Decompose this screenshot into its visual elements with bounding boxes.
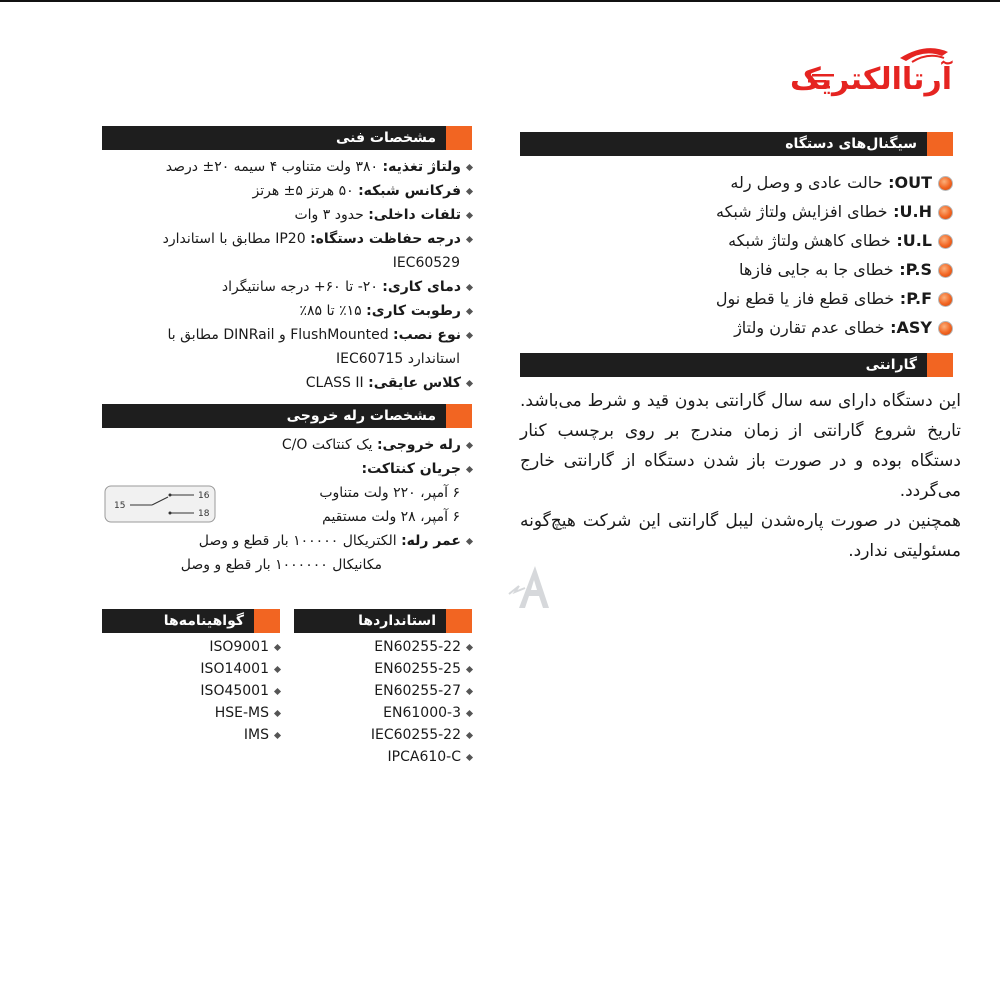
- spec-item: تلفات داخلی: حدود ۳ وات: [100, 203, 472, 227]
- certificates-list: [102, 636, 280, 746]
- standard-item: EN61000-3: [294, 702, 472, 724]
- warranty-text: [520, 386, 961, 566]
- diamond-bullet-icon: [466, 731, 473, 738]
- signal-item-asy: ASY: خطای عدم تقارن ولتاژ: [520, 313, 953, 342]
- relay-life: عمر رله: الکتریکال ۱۰۰۰۰۰ بار قطع و وصل: [100, 529, 472, 553]
- accent-square: [254, 609, 280, 633]
- signals-title: سیگنال‌های دستگاه: [785, 136, 917, 152]
- accent-square: [927, 353, 953, 377]
- watermark-logo-icon: [505, 560, 561, 616]
- spec-item-continuation: IEC60529: [392, 255, 460, 271]
- brand-logo: [790, 40, 958, 102]
- diamond-bullet-icon: [466, 211, 473, 218]
- standards-header: [294, 609, 472, 633]
- diamond-bullet-icon: [466, 687, 473, 694]
- diamond-bullet-icon: [466, 537, 473, 544]
- orange-dot-icon: [938, 321, 953, 336]
- standards-title: استانداردها: [358, 613, 436, 629]
- diamond-bullet-icon: [274, 709, 281, 716]
- spec-item-continuation: استاندارد IEC60715: [336, 351, 460, 367]
- signal-desc: خطای قطع فاز یا قطع نول: [715, 289, 895, 308]
- accent-square: [446, 404, 472, 428]
- logo-wordmark: آرتاالکتریک: [790, 62, 952, 97]
- standard-item: EN60255-25: [294, 658, 472, 680]
- orange-dot-icon: [938, 234, 953, 249]
- certificates-header: [102, 609, 280, 633]
- signal-item-ul: U.L: خطای کاهش ولتاژ شبکه: [520, 226, 953, 255]
- certificate-item: IMS: [102, 724, 280, 746]
- orange-dot-icon: [938, 176, 953, 191]
- warranty-paragraph: همچنین در صورت پاره‌شدن لیبل گارانتی این شرکت هیچ‌گونه مسئولیتی ندارد.: [520, 511, 961, 561]
- certificate-item: ISO45001: [102, 680, 280, 702]
- standard-item: IEC60255-22: [294, 724, 472, 746]
- signal-desc: خطای عدم تقارن ولتاژ: [734, 318, 885, 337]
- signals-header: [520, 132, 953, 156]
- signal-item-ps: P.S: خطای جا به جایی فازها: [520, 255, 953, 284]
- signal-desc: خطای جا به جایی فازها: [738, 260, 894, 279]
- diamond-bullet-icon: [466, 709, 473, 716]
- orange-dot-icon: [938, 205, 953, 220]
- signals-list: [520, 168, 953, 342]
- signal-code: P.S: [905, 260, 932, 279]
- orange-dot-icon: [938, 263, 953, 278]
- signal-item-uh: U.H: خطای افزایش ولتاژ شبکه: [520, 197, 953, 226]
- signal-code: ASY: [896, 318, 932, 337]
- specs-header: [102, 126, 472, 150]
- signal-item-out: OUT: حالت عادی و وصل رله: [520, 168, 953, 197]
- diamond-bullet-icon: [274, 665, 281, 672]
- diamond-bullet-icon: [274, 731, 281, 738]
- diamond-bullet-icon: [466, 643, 473, 650]
- diamond-bullet-icon: [466, 163, 473, 170]
- orange-dot-icon: [938, 292, 953, 307]
- signal-item-pf: P.F: خطای قطع فاز یا قطع نول: [520, 284, 953, 313]
- diamond-bullet-icon: [274, 643, 281, 650]
- diamond-bullet-icon: [274, 687, 281, 694]
- spec-item: ولتاژ تغذیه: ۳۸۰ ولت متناوب ۴ سیمه ۲۰± درصد: [100, 155, 472, 179]
- relay-current: جریان کنتاکت:: [100, 457, 472, 481]
- signal-desc: خطای کاهش ولتاژ شبکه: [728, 231, 891, 250]
- diagram-label-no: 16: [198, 491, 210, 501]
- relay-header: [102, 404, 472, 428]
- diamond-bullet-icon: [466, 331, 473, 338]
- accent-square: [927, 132, 953, 156]
- diamond-bullet-icon: [466, 379, 473, 386]
- certificate-item: ISO14001: [102, 658, 280, 680]
- diagram-label-nc: 18: [198, 509, 210, 519]
- spec-item: دمای کاری: ۲۰- تا ۶۰+ درجه سانتیگراد: [100, 275, 472, 299]
- top-border-line: [0, 0, 1000, 2]
- relay-life-mechanical: مکانیکال ۱۰۰۰۰۰۰ بار قطع و وصل: [180, 557, 382, 573]
- diamond-bullet-icon: [466, 187, 473, 194]
- diamond-bullet-icon: [466, 283, 473, 290]
- spec-item: فرکانس شبکه: ۵۰ هرتز ۵± هرتز: [100, 179, 472, 203]
- certificate-item: ISO9001: [102, 636, 280, 658]
- specs-title: مشخصات فنی: [335, 130, 436, 146]
- diagram-label-common: 15: [114, 501, 126, 511]
- relay-title: مشخصات رله خروجی: [286, 408, 436, 424]
- relay-output: رله خروجی: یک کنتاکت C/O: [100, 433, 472, 457]
- spec-item: رطوبت کاری: ۱۵٪ تا ۸۵٪: [100, 299, 472, 323]
- diamond-bullet-icon: [466, 753, 473, 760]
- standards-list: [294, 636, 472, 768]
- diamond-bullet-icon: [466, 441, 473, 448]
- signal-desc: خطای افزایش ولتاژ شبکه: [715, 202, 888, 221]
- standard-item: IPCA610-C: [294, 746, 472, 768]
- accent-square: [446, 609, 472, 633]
- standard-item: EN60255-22: [294, 636, 472, 658]
- diamond-bullet-icon: [466, 665, 473, 672]
- warranty-title: گارانتی: [865, 357, 917, 373]
- certificates-title: گواهینامه‌ها: [163, 613, 244, 629]
- specs-list: [100, 155, 472, 395]
- warranty-header: [520, 353, 953, 377]
- spec-item: درجه حفاظت دستگاه: IP20 مطابق با استاندارد: [100, 227, 472, 251]
- signal-code: OUT: [894, 173, 932, 192]
- signal-code: U.L: [902, 231, 932, 250]
- diamond-bullet-icon: [466, 465, 473, 472]
- relay-contact-diagram: [104, 485, 216, 523]
- certificate-item: HSE-MS: [102, 702, 280, 724]
- spec-item: نوع نصب: FlushMounted و DINRail مطابق با: [100, 323, 472, 347]
- warranty-paragraph: این دستگاه دارای سه سال گارانتی بدون قید و شرط می‌باشد. تاریخ شروع گارانتی از زمان مندرج بر روی برچسب کنار دستگاه بوده و در صورت باز شدن دستگاه از گارانتی خارج می‌گردد.: [520, 391, 961, 501]
- relay-current-ac: ۶ آمپر، ۲۲۰ ولت متناوب: [319, 485, 460, 501]
- relay-current-dc: ۶ آمپر، ۲۸ ولت مستقیم: [322, 509, 460, 525]
- signal-code: P.F: [906, 289, 932, 308]
- diamond-bullet-icon: [466, 235, 473, 242]
- accent-square: [446, 126, 472, 150]
- diamond-bullet-icon: [466, 307, 473, 314]
- signal-desc: حالت عادی و وصل رله: [730, 173, 883, 192]
- spec-item: کلاس عایقی: CLASS II: [100, 371, 472, 395]
- signal-code: U.H: [899, 202, 932, 221]
- standard-item: EN60255-27: [294, 680, 472, 702]
